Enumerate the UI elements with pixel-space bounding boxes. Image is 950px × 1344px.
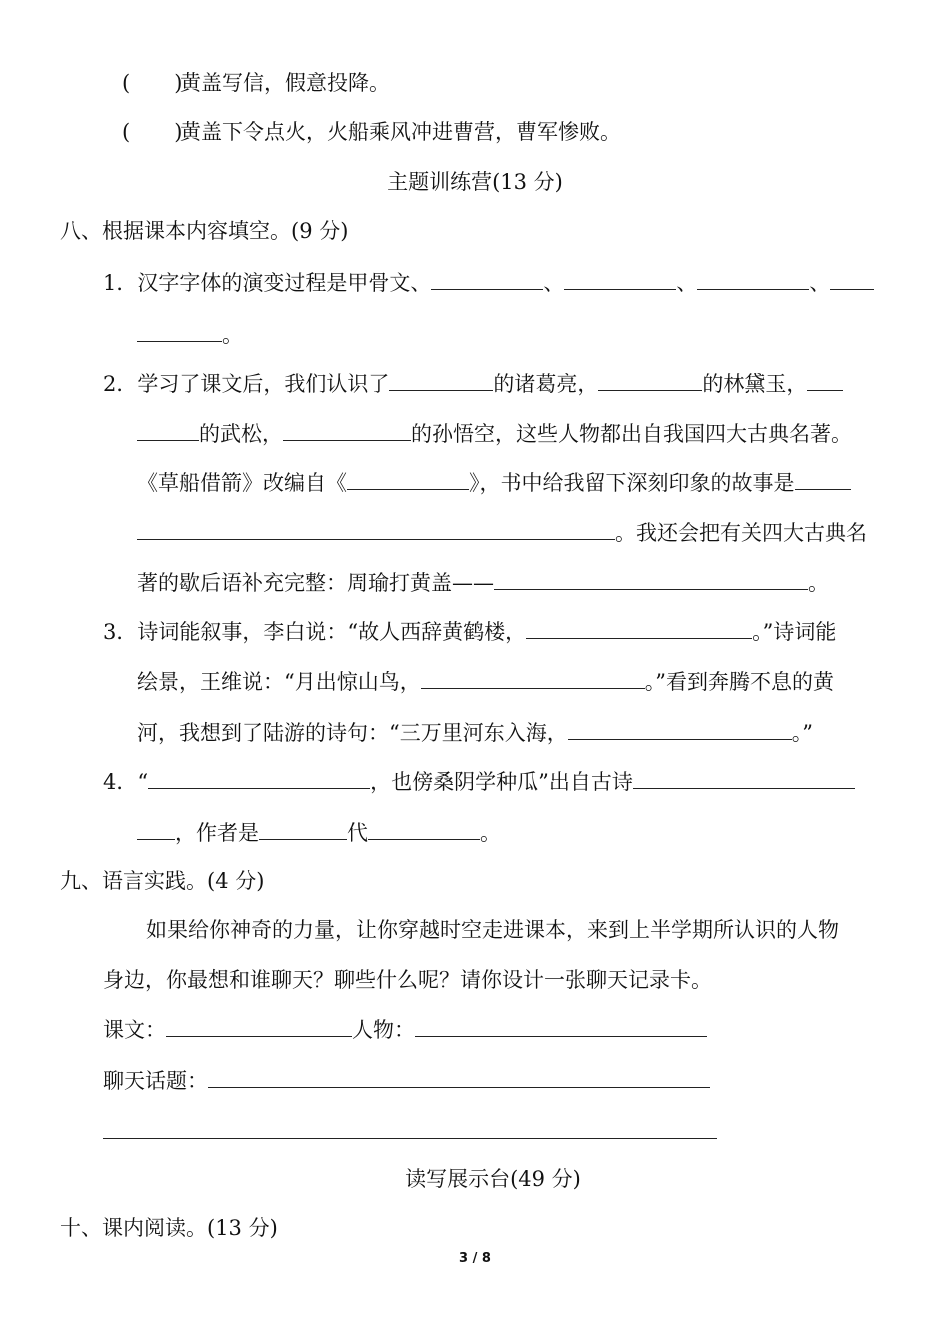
question-8-title: 八、根据课本内容填空。(9 分) xyxy=(60,219,349,243)
answer-blank[interactable] xyxy=(568,719,792,740)
answer-blank[interactable] xyxy=(431,269,543,290)
section-heading-theme: 主题训练营(13 分) xyxy=(387,170,563,194)
topic-input-blank-continued[interactable] xyxy=(103,1118,717,1139)
order-item-text: 黄盖写信，假意投降。 xyxy=(180,71,390,95)
q9-paragraph-line-1: 如果给你神奇的力量，让你穿越时空走进课本，来到上半学期所认识的人物 xyxy=(146,918,839,942)
order-item-text: 黄盖下令点火，火船乘风冲进曹营，曹军惨败。 xyxy=(180,120,621,144)
answer-blank[interactable] xyxy=(526,618,752,639)
answer-paren[interactable]: ( ) xyxy=(122,120,183,144)
q9-card-row-3 xyxy=(103,1117,717,1147)
answer-blank[interactable] xyxy=(137,321,222,342)
q8-item-3-line-2: 绘景，王维说：“月出惊山鸟， 。”看到奔腾不息的黄 xyxy=(137,670,834,694)
answer-blank[interactable] xyxy=(137,819,175,840)
q8-item-2-line-5: 著的歇后语补充完整：周瑜打黄盖—— 。 xyxy=(137,571,829,595)
answer-blank[interactable] xyxy=(807,370,843,391)
q9-card-row-2: 聊天话题： xyxy=(103,1066,710,1096)
answer-blank[interactable] xyxy=(494,569,808,590)
q8-item-1-line-2: 。 xyxy=(137,320,243,350)
question-9-title: 九、语言实践。(4 分) xyxy=(60,869,265,893)
answer-blank[interactable] xyxy=(137,420,199,441)
text-input-blank[interactable] xyxy=(166,1016,352,1037)
q8-item-4-line-2: ，作者是 代 。 xyxy=(137,818,501,848)
section-heading-reading: 读写展示台(49 分) xyxy=(405,1167,581,1191)
answer-blank[interactable] xyxy=(347,469,469,490)
order-item-2 xyxy=(122,117,621,147)
person-input-blank[interactable] xyxy=(415,1016,707,1037)
answer-blank[interactable] xyxy=(389,370,493,391)
q9-paragraph-line-2: 身边，你最想和谁聊天？聊些什么呢？请你设计一张聊天记录卡。 xyxy=(103,968,712,992)
q8-item-1-line-1: 1．汉字字体的演变过程是甲骨文、 、 、 、 xyxy=(103,268,874,298)
order-item-1 xyxy=(122,68,390,98)
answer-blank[interactable] xyxy=(795,469,851,490)
answer-blank[interactable] xyxy=(421,668,645,689)
q8-item-3-line-1: 3．诗词能叙事，李白说：“故人西辞黄鹤楼， 。”诗词能 xyxy=(103,620,837,644)
answer-blank[interactable] xyxy=(368,819,480,840)
answer-blank[interactable] xyxy=(148,768,370,789)
answer-blank[interactable] xyxy=(830,269,874,290)
topic-input-blank[interactable] xyxy=(208,1067,710,1088)
q8-item-2-line-4: 。我还会把有关四大古典名 xyxy=(137,518,867,548)
q8-item-4-line-1: 4．“ ，也傍桑阴学种瓜”出自古诗 xyxy=(103,767,855,797)
q8-item-2-line-3: 《草船借箭》改编自《 》，书中给我留下深刻印象的故事是 xyxy=(137,468,851,498)
answer-blank[interactable] xyxy=(283,420,411,441)
answer-blank[interactable] xyxy=(137,519,615,540)
answer-paren[interactable]: ( ) xyxy=(122,71,183,95)
answer-blank[interactable] xyxy=(564,269,676,290)
answer-blank[interactable] xyxy=(697,269,809,290)
question-10-title: 十、课内阅读。(13 分) xyxy=(60,1216,278,1240)
answer-blank[interactable] xyxy=(598,370,702,391)
page-number: 3 / 8 xyxy=(459,1251,491,1266)
q9-card-row-1: 课文： 人物： xyxy=(103,1015,707,1045)
answer-blank[interactable] xyxy=(259,819,347,840)
q8-item-2-line-2: 的武松， 的孙悟空，这些人物都出自我国四大古典名著。 xyxy=(137,419,852,449)
q8-item-2-line-1: 2．学习了课文后，我们认识了 的诸葛亮， 的林黛玉， xyxy=(103,369,843,399)
answer-blank[interactable] xyxy=(633,768,855,789)
q8-item-3-line-3: 河，我想到了陆游的诗句：“三万里河东入海， 。” xyxy=(137,721,813,745)
